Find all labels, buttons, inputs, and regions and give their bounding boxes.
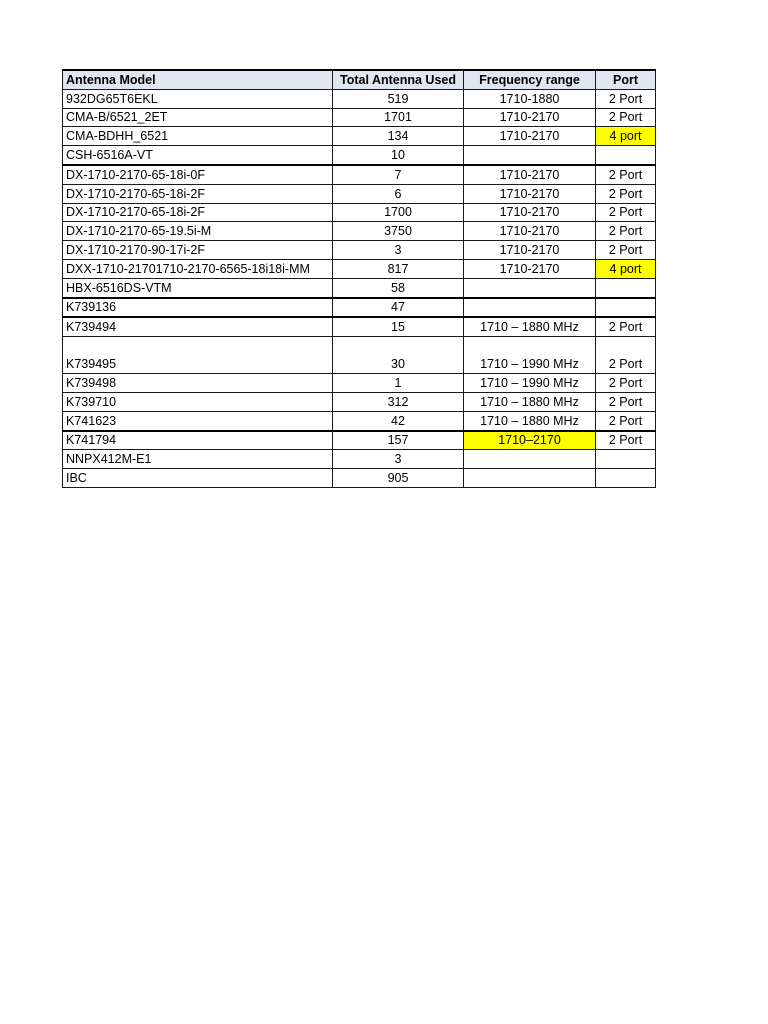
cell-total-antenna-used[interactable]: 6: [333, 184, 464, 203]
cell-frequency-range[interactable]: [464, 298, 596, 318]
cell-antenna-model[interactable]: K739494: [63, 317, 333, 336]
cell-antenna-model[interactable]: NNPX412M-E1: [63, 450, 333, 469]
cell-antenna-model[interactable]: 932DG65T6EKL: [63, 89, 333, 108]
cell-port[interactable]: 2 Port: [596, 203, 656, 222]
cell-antenna-model[interactable]: DX-1710-2170-65-18i-2F: [63, 184, 333, 203]
table-row: [63, 278, 656, 297]
cell-frequency-range[interactable]: 1710 – 1880 MHz: [464, 411, 596, 430]
cell-frequency-range[interactable]: 1710 – 1990 MHz: [464, 374, 596, 393]
cell-total-antenna-used[interactable]: 7: [333, 165, 464, 184]
cell-antenna-model[interactable]: CSH-6516A-VT: [63, 146, 333, 165]
cell-port[interactable]: 2 Port: [596, 392, 656, 411]
cell-frequency-range[interactable]: 1710 – 1990 MHz: [464, 337, 596, 374]
table-row: [63, 392, 656, 411]
header-antenna-model[interactable]: Antenna Model: [63, 70, 333, 89]
cell-antenna-model[interactable]: DX-1710-2170-65-19.5i-M: [63, 222, 333, 241]
cell-total-antenna-used[interactable]: 1: [333, 374, 464, 393]
cell-total-antenna-used[interactable]: 10: [333, 146, 464, 165]
table-row: [63, 374, 656, 393]
cell-port[interactable]: [596, 146, 656, 165]
cell-total-antenna-used[interactable]: 47: [333, 298, 464, 318]
cell-antenna-model[interactable]: K739710: [63, 392, 333, 411]
header-total-antenna-used[interactable]: Total Antenna Used: [333, 70, 464, 89]
cell-frequency-range[interactable]: [464, 278, 596, 297]
table-row: [63, 222, 656, 241]
table-row: [63, 469, 656, 488]
cell-total-antenna-used[interactable]: 1701: [333, 108, 464, 127]
header-frequency-range[interactable]: Frequency range: [464, 70, 596, 89]
cell-antenna-model[interactable]: DX-1710-2170-65-18i-0F: [63, 165, 333, 184]
header-row: [63, 70, 656, 89]
cell-antenna-model[interactable]: CMA-B/6521_2ET: [63, 108, 333, 127]
cell-antenna-model[interactable]: K739136: [63, 298, 333, 318]
table-row: [63, 317, 656, 336]
table-row: [63, 259, 656, 278]
table-row: [63, 431, 656, 450]
cell-total-antenna-used[interactable]: 3: [333, 241, 464, 260]
cell-total-antenna-used[interactable]: 42: [333, 411, 464, 430]
cell-total-antenna-used[interactable]: 905: [333, 469, 464, 488]
table-row: [63, 127, 656, 146]
cell-frequency-range[interactable]: 1710-2170: [464, 259, 596, 278]
cell-port[interactable]: 2 Port: [596, 165, 656, 184]
cell-total-antenna-used[interactable]: 312: [333, 392, 464, 411]
cell-port[interactable]: [596, 469, 656, 488]
cell-port[interactable]: 2 Port: [596, 337, 656, 374]
cell-port[interactable]: [596, 450, 656, 469]
cell-port[interactable]: 2 Port: [596, 108, 656, 127]
cell-port[interactable]: 4 port: [596, 259, 656, 278]
table-row: [63, 411, 656, 430]
cell-total-antenna-used[interactable]: 3750: [333, 222, 464, 241]
cell-antenna-model[interactable]: HBX-6516DS-VTM: [63, 278, 333, 297]
cell-antenna-model[interactable]: DX-1710-2170-90-17i-2F: [63, 241, 333, 260]
cell-total-antenna-used[interactable]: 15: [333, 317, 464, 336]
cell-port[interactable]: 4 port: [596, 127, 656, 146]
cell-port[interactable]: 2 Port: [596, 89, 656, 108]
cell-antenna-model[interactable]: DX-1710-2170-65-18i-2F: [63, 203, 333, 222]
cell-frequency-range[interactable]: 1710-1880: [464, 89, 596, 108]
cell-total-antenna-used[interactable]: 817: [333, 259, 464, 278]
table-row: [63, 450, 656, 469]
header-port[interactable]: Port: [596, 70, 656, 89]
table-body: [63, 89, 656, 487]
table-row: [63, 184, 656, 203]
table-header: [63, 70, 656, 89]
table-row: [63, 203, 656, 222]
cell-antenna-model[interactable]: K741623: [63, 411, 333, 430]
cell-frequency-range[interactable]: [464, 146, 596, 165]
cell-port[interactable]: [596, 278, 656, 297]
cell-frequency-range[interactable]: 1710-2170: [464, 222, 596, 241]
cell-antenna-model[interactable]: IBC: [63, 469, 333, 488]
cell-total-antenna-used[interactable]: 58: [333, 278, 464, 297]
cell-antenna-model[interactable]: K739495: [63, 337, 333, 374]
cell-frequency-range[interactable]: 1710-2170: [464, 127, 596, 146]
cell-antenna-model[interactable]: K741794: [63, 431, 333, 450]
cell-port[interactable]: [596, 298, 656, 318]
table-row: [63, 337, 656, 374]
cell-frequency-range[interactable]: 1710–2170: [464, 431, 596, 450]
cell-port[interactable]: 2 Port: [596, 411, 656, 430]
table-row: [63, 89, 656, 108]
cell-frequency-range[interactable]: 1710 – 1880 MHz: [464, 392, 596, 411]
cell-port[interactable]: 2 Port: [596, 241, 656, 260]
cell-frequency-range[interactable]: 1710-2170: [464, 184, 596, 203]
cell-frequency-range[interactable]: 1710-2170: [464, 203, 596, 222]
table-row: [63, 165, 656, 184]
cell-port[interactable]: 2 Port: [596, 431, 656, 450]
cell-total-antenna-used[interactable]: 134: [333, 127, 464, 146]
cell-port[interactable]: 2 Port: [596, 222, 656, 241]
cell-total-antenna-used[interactable]: 3: [333, 450, 464, 469]
cell-port[interactable]: 2 Port: [596, 184, 656, 203]
cell-frequency-range[interactable]: 1710-2170: [464, 165, 596, 184]
cell-port[interactable]: 2 Port: [596, 317, 656, 336]
cell-frequency-range[interactable]: 1710-2170: [464, 108, 596, 127]
antenna-table: [62, 69, 656, 488]
cell-total-antenna-used[interactable]: 1700: [333, 203, 464, 222]
cell-antenna-model[interactable]: DXX-1710-21701710-2170-6565-18i18i-MM: [63, 259, 333, 278]
cell-total-antenna-used[interactable]: 519: [333, 89, 464, 108]
cell-frequency-range[interactable]: [464, 450, 596, 469]
table-row: [63, 298, 656, 318]
table-row: [63, 146, 656, 165]
cell-total-antenna-used[interactable]: 157: [333, 431, 464, 450]
cell-total-antenna-used[interactable]: 30: [333, 337, 464, 374]
cell-frequency-range[interactable]: 1710-2170: [464, 241, 596, 260]
cell-antenna-model[interactable]: CMA-BDHH_6521: [63, 127, 333, 146]
cell-frequency-range[interactable]: 1710 – 1880 MHz: [464, 317, 596, 336]
cell-antenna-model[interactable]: K739498: [63, 374, 333, 393]
table-row: [63, 108, 656, 127]
cell-frequency-range[interactable]: [464, 469, 596, 488]
table-row: [63, 241, 656, 260]
cell-port[interactable]: 2 Port: [596, 374, 656, 393]
